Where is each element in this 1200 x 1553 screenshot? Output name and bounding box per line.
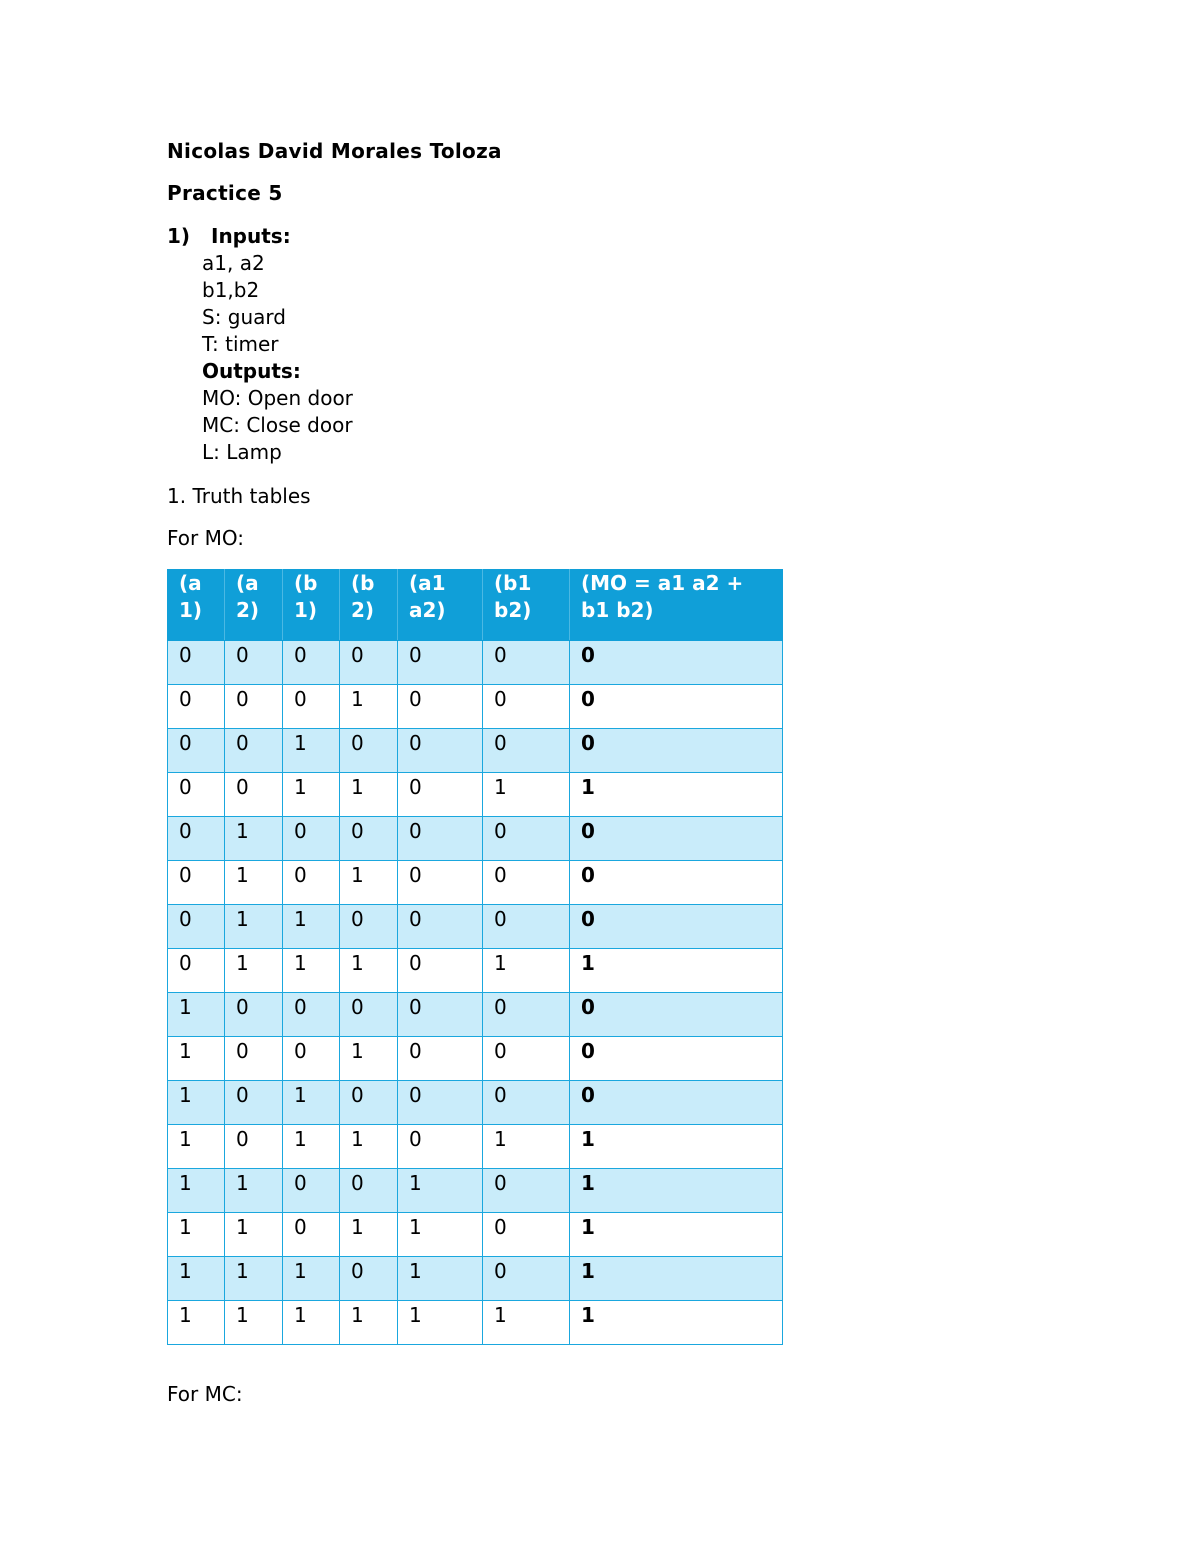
input-item: a1, a2 — [202, 251, 265, 275]
table-cell: 0 — [283, 641, 340, 685]
table-cell: 0 — [483, 1037, 570, 1081]
table-cell: 0 — [398, 641, 483, 685]
table-cell: 1 — [398, 1301, 483, 1345]
table-cell: 1 — [168, 1213, 225, 1257]
output-cell: 0 — [570, 1081, 783, 1125]
table-cell: 1 — [483, 949, 570, 993]
table-cell: 1 — [168, 1169, 225, 1213]
table-cell: 0 — [398, 949, 483, 993]
table-cell: 0 — [340, 993, 398, 1037]
output-cell: 1 — [570, 773, 783, 817]
table-cell: 0 — [340, 817, 398, 861]
table-cell: 1 — [340, 949, 398, 993]
table-cell: 0 — [225, 641, 283, 685]
table-cell: 0 — [483, 729, 570, 773]
table-cell: 0 — [225, 993, 283, 1037]
table-cell: 1 — [283, 949, 340, 993]
table-header-row — [168, 570, 783, 641]
table-cell: 1 — [225, 861, 283, 905]
practice-title: Practice 5 — [167, 181, 283, 205]
column-header: (b 2) — [340, 570, 398, 641]
table-cell: 1 — [225, 1257, 283, 1301]
output-cell: 1 — [570, 1213, 783, 1257]
table-cell: 1 — [283, 729, 340, 773]
table-cell: 0 — [483, 1257, 570, 1301]
table-cell: 0 — [398, 729, 483, 773]
table-row — [168, 1169, 783, 1213]
table-cell: 0 — [168, 729, 225, 773]
input-item: S: guard — [202, 305, 286, 329]
table-cell: 1 — [340, 1037, 398, 1081]
table-cell: 0 — [283, 817, 340, 861]
table-cell: 1 — [398, 1169, 483, 1213]
table-cell: 1 — [340, 1213, 398, 1257]
section-number: 1) — [167, 224, 191, 248]
output-cell: 0 — [570, 685, 783, 729]
column-header: (b 1) — [283, 570, 340, 641]
table-cell: 0 — [398, 861, 483, 905]
author-name: Nicolas David Morales Toloza — [167, 139, 502, 163]
table-body — [168, 641, 783, 1345]
table-cell: 0 — [398, 817, 483, 861]
truth-tables-heading: 1. Truth tables — [167, 484, 311, 508]
table-cell: 0 — [340, 1169, 398, 1213]
table-cell: 1 — [225, 949, 283, 993]
table-cell: 1 — [225, 905, 283, 949]
table-cell: 0 — [398, 905, 483, 949]
table-cell: 1 — [168, 1037, 225, 1081]
table-cell: 1 — [168, 1301, 225, 1345]
table-cell: 1 — [283, 1301, 340, 1345]
table-row — [168, 1213, 783, 1257]
output-cell: 0 — [570, 729, 783, 773]
output-cell: 1 — [570, 1301, 783, 1345]
table-row — [168, 949, 783, 993]
table-cell: 1 — [283, 1125, 340, 1169]
table-cell: 0 — [225, 1081, 283, 1125]
table-cell: 0 — [283, 685, 340, 729]
input-item: T: timer — [202, 332, 279, 356]
table-cell: 0 — [398, 1081, 483, 1125]
table-cell: 1 — [225, 1213, 283, 1257]
output-cell: 1 — [570, 949, 783, 993]
table-cell: 0 — [483, 905, 570, 949]
table-cell: 0 — [168, 861, 225, 905]
table-row — [168, 861, 783, 905]
table-cell: 1 — [483, 773, 570, 817]
column-header: (MO = a1 a2 + b1 b2) — [570, 570, 783, 641]
table-row — [168, 1257, 783, 1301]
table-cell: 0 — [225, 1037, 283, 1081]
table-cell: 1 — [340, 1301, 398, 1345]
table-row — [168, 1301, 783, 1345]
table-cell: 0 — [168, 685, 225, 729]
output-item: MC: Close door — [202, 413, 353, 437]
table-cell: 0 — [483, 685, 570, 729]
table-row — [168, 1125, 783, 1169]
table-cell: 0 — [283, 993, 340, 1037]
output-cell: 0 — [570, 817, 783, 861]
table-cell: 0 — [483, 1081, 570, 1125]
table-cell: 1 — [483, 1125, 570, 1169]
table-row — [168, 1037, 783, 1081]
table-cell: 0 — [398, 685, 483, 729]
table-cell: 0 — [340, 641, 398, 685]
table-cell: 0 — [340, 1081, 398, 1125]
table-cell: 1 — [398, 1213, 483, 1257]
column-header: (a 2) — [225, 570, 283, 641]
table-cell: 0 — [168, 817, 225, 861]
table-cell: 1 — [283, 1081, 340, 1125]
io-list — [202, 250, 353, 466]
outputs-heading: Outputs: — [202, 359, 301, 383]
table-cell: 0 — [168, 905, 225, 949]
table-cell: 1 — [225, 1301, 283, 1345]
table-cell: 1 — [225, 817, 283, 861]
table-cell: 1 — [340, 1125, 398, 1169]
table-cell: 0 — [340, 1257, 398, 1301]
output-cell: 0 — [570, 905, 783, 949]
table-cell: 1 — [283, 773, 340, 817]
table-cell: 0 — [225, 685, 283, 729]
output-item: L: Lamp — [202, 440, 282, 464]
inputs-heading: Inputs: — [211, 224, 291, 248]
truth-table-mo — [167, 569, 783, 1345]
table-cell: 0 — [340, 905, 398, 949]
table-cell: 0 — [283, 1213, 340, 1257]
table-cell: 0 — [398, 1125, 483, 1169]
table-cell: 0 — [225, 1125, 283, 1169]
table-cell: 1 — [283, 905, 340, 949]
table-cell: 1 — [340, 685, 398, 729]
table-cell: 0 — [225, 773, 283, 817]
table-cell: 0 — [483, 641, 570, 685]
table-cell: 0 — [483, 1169, 570, 1213]
output-cell: 0 — [570, 993, 783, 1037]
output-cell: 0 — [570, 861, 783, 905]
table-cell: 1 — [283, 1257, 340, 1301]
table-cell: 0 — [483, 1213, 570, 1257]
table-row — [168, 905, 783, 949]
output-cell: 1 — [570, 1169, 783, 1213]
table-row — [168, 685, 783, 729]
table-cell: 1 — [225, 1169, 283, 1213]
table-cell: 0 — [283, 1169, 340, 1213]
table-cell: 1 — [168, 1257, 225, 1301]
table-row — [168, 1081, 783, 1125]
for-mc-label: For MC: — [167, 1382, 243, 1406]
for-mo-label: For MO: — [167, 526, 244, 550]
table-cell: 0 — [398, 1037, 483, 1081]
column-header: (b1 b2) — [483, 570, 570, 641]
table-cell: 0 — [483, 861, 570, 905]
input-item: b1,b2 — [202, 278, 260, 302]
table-cell: 0 — [398, 773, 483, 817]
table-cell: 0 — [483, 993, 570, 1037]
table-row — [168, 641, 783, 685]
output-cell: 1 — [570, 1125, 783, 1169]
table-cell: 0 — [283, 1037, 340, 1081]
output-cell: 0 — [570, 641, 783, 685]
table-row — [168, 817, 783, 861]
column-header: (a1 a2) — [398, 570, 483, 641]
table-row — [168, 993, 783, 1037]
table-cell: 0 — [340, 729, 398, 773]
table-cell: 1 — [168, 1125, 225, 1169]
table-cell: 1 — [340, 773, 398, 817]
table-cell: 1 — [168, 993, 225, 1037]
table-cell: 1 — [483, 1301, 570, 1345]
output-item: MO: Open door — [202, 386, 353, 410]
table-cell: 0 — [168, 641, 225, 685]
column-header: (a 1) — [168, 570, 225, 641]
table-row — [168, 729, 783, 773]
table-cell: 0 — [483, 817, 570, 861]
table-cell: 1 — [168, 1081, 225, 1125]
table-cell: 0 — [168, 949, 225, 993]
output-cell: 1 — [570, 1257, 783, 1301]
table-cell: 1 — [398, 1257, 483, 1301]
table-cell: 0 — [283, 861, 340, 905]
output-cell: 0 — [570, 1037, 783, 1081]
table-cell: 0 — [168, 773, 225, 817]
table-cell: 1 — [340, 861, 398, 905]
table-cell: 0 — [398, 993, 483, 1037]
table-cell: 0 — [225, 729, 283, 773]
table-row — [168, 773, 783, 817]
